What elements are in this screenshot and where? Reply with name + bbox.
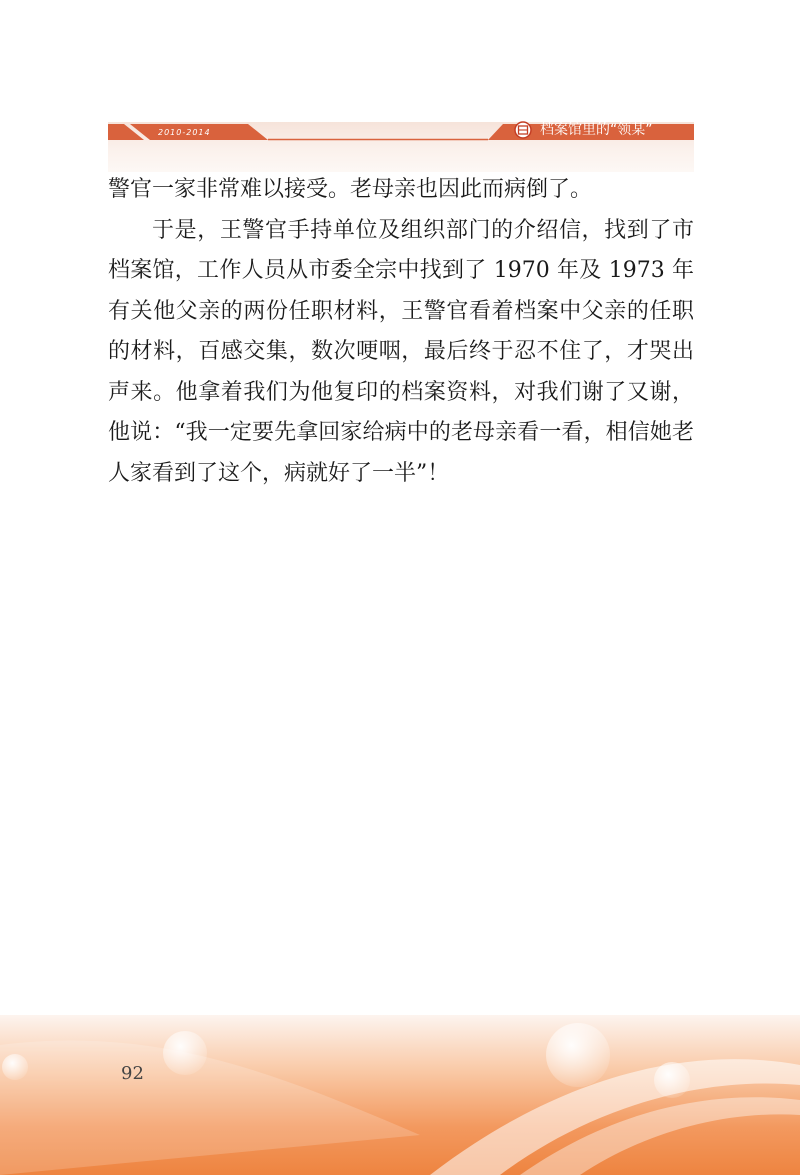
paragraph: 于是，王警官手持单位及组织部门的介绍信，找到了市档案馆，工作人员从市委全宗中找到了 1970 年及 1973 年有关他父亲的两份任职材料，王警官看着档案中父亲的任职的材料，百感交集，数次哽咽，最后终于忍不住了，才哭出声来。他拿着我们为他复印的档案资料，对我们谢了又谢，他说：“我一定要先拿回家给病中的老母亲看一看，相信她老人家看到了这个，病就好了一半”！: [108, 217, 694, 486]
header-section-title: 档案馆里的“领某”: [540, 122, 653, 138]
paragraph-continued: 警官一家非常难以接受。老母亲也因此而病倒了。: [108, 177, 593, 202]
footer-bubble: [163, 1031, 207, 1075]
decorative-footer-banner: [0, 1015, 800, 1175]
footer-bubble: [654, 1062, 690, 1098]
page-body: [108, 170, 694, 494]
footer-bubble: [546, 1023, 610, 1087]
footer-bubble: [2, 1054, 28, 1080]
page-number: 92: [121, 1063, 144, 1084]
archive-emblem-icon: [512, 121, 534, 139]
header-years: 2010-2014: [158, 128, 211, 137]
